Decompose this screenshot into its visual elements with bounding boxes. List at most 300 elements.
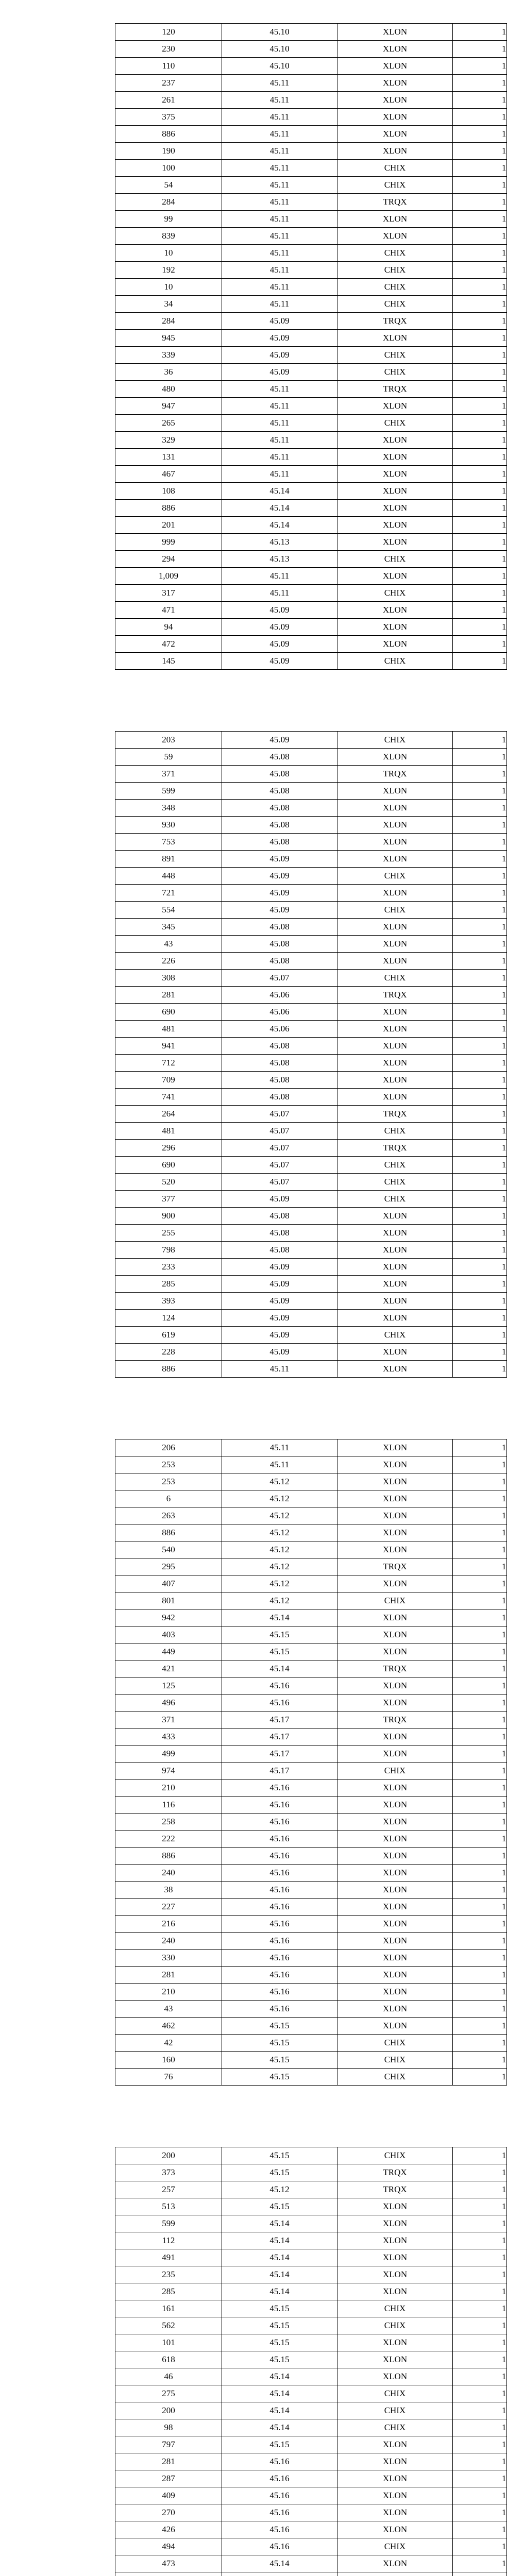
table-row — [115, 2368, 507, 2385]
volume-cell: 275 — [115, 2385, 222, 2402]
time-cell: 1 — [453, 1694, 507, 1711]
venue-cell: XLON — [337, 466, 453, 483]
table-row — [115, 449, 507, 466]
price-cell: 45.11 — [222, 194, 337, 211]
venue-cell: XLON — [337, 2198, 453, 2215]
venue-cell: CHIX — [337, 296, 453, 313]
table-row — [115, 262, 507, 279]
volume-cell: 942 — [115, 1609, 222, 1626]
table-row — [115, 2198, 507, 2215]
price-cell: 45.08 — [222, 1089, 337, 1106]
table-row — [115, 1609, 507, 1626]
trades-table — [115, 1439, 507, 2086]
venue-cell: TRQX — [337, 1660, 453, 1677]
time-cell: 1 — [453, 466, 507, 483]
table-row — [115, 1762, 507, 1780]
venue-cell: XLON — [337, 2368, 453, 2385]
volume-cell: 43 — [115, 936, 222, 953]
venue-cell: XLON — [337, 851, 453, 868]
time-cell: 1 — [453, 534, 507, 551]
table-row — [115, 1293, 507, 1310]
venue-cell: CHIX — [337, 2419, 453, 2436]
time-cell: 1 — [453, 2035, 507, 2052]
volume-cell: 562 — [115, 2317, 222, 2334]
venue-cell: XLON — [337, 1038, 453, 1055]
price-cell: 45.09 — [222, 1293, 337, 1310]
price-cell: 45.15 — [222, 2198, 337, 2215]
price-cell: 45.11 — [222, 143, 337, 160]
table-row — [115, 1123, 507, 1140]
venue-cell: XLON — [337, 602, 453, 619]
table-row — [115, 415, 507, 432]
price-cell: 45.14 — [222, 2283, 337, 2300]
venue-cell: CHIX — [337, 279, 453, 296]
price-cell: 45.11 — [222, 381, 337, 398]
table-row — [115, 1745, 507, 1762]
time-cell: 1 — [453, 262, 507, 279]
price-cell: 45.09 — [222, 1327, 337, 1344]
price-cell: 45.09 — [222, 1191, 337, 1208]
table-row — [115, 1004, 507, 1021]
venue-cell: TRQX — [337, 1711, 453, 1728]
trades-table-block-4 — [115, 2147, 506, 2576]
volume-cell: 253 — [115, 1456, 222, 1473]
price-cell: 45.07 — [222, 970, 337, 987]
price-cell: 45.14 — [222, 2232, 337, 2249]
table-row — [115, 2147, 507, 2164]
table-row — [115, 1933, 507, 1950]
price-cell: 45.09 — [222, 313, 337, 330]
time-cell: 1 — [453, 1643, 507, 1660]
volume-cell: 690 — [115, 1004, 222, 1021]
trades-table — [115, 23, 507, 670]
venue-cell: TRQX — [337, 2181, 453, 2198]
table-row — [115, 1157, 507, 1174]
price-cell: 45.12 — [222, 1541, 337, 1558]
time-cell: 1 — [453, 1106, 507, 1123]
price-cell: 45.11 — [222, 1361, 337, 1378]
time-cell: 1 — [453, 817, 507, 834]
volume-cell: 54 — [115, 177, 222, 194]
table-row — [115, 834, 507, 851]
price-cell: 45.13 — [222, 534, 337, 551]
price-cell: 45.15 — [222, 2035, 337, 2052]
time-cell: 1 — [453, 1439, 507, 1456]
volume-cell: 494 — [115, 2538, 222, 2555]
price-cell: 45.09 — [222, 1276, 337, 1293]
volume-cell: 373 — [115, 2164, 222, 2181]
trades-table-block-2 — [115, 731, 506, 1378]
price-cell: 45.11 — [222, 585, 337, 602]
table-row — [115, 398, 507, 415]
venue-cell: XLON — [337, 109, 453, 126]
venue-cell: XLON — [337, 449, 453, 466]
volume-cell: 257 — [115, 2181, 222, 2198]
table-row — [115, 2215, 507, 2232]
volume-cell: 94 — [115, 619, 222, 636]
venue-cell: CHIX — [337, 347, 453, 364]
time-cell: 1 — [453, 2453, 507, 2470]
venue-cell: CHIX — [337, 970, 453, 987]
volume-cell: 712 — [115, 1055, 222, 1072]
time-cell: 1 — [453, 2385, 507, 2402]
price-cell: 45.17 — [222, 1762, 337, 1780]
price-cell: 45.14 — [222, 2266, 337, 2283]
time-cell: 1 — [453, 2181, 507, 2198]
venue-cell: CHIX — [337, 1174, 453, 1191]
time-cell: 1 — [453, 766, 507, 783]
table-row — [115, 2470, 507, 2487]
volume-cell: 235 — [115, 2266, 222, 2283]
price-cell: 45.10 — [222, 41, 337, 58]
price-cell: 45.16 — [222, 1950, 337, 1967]
price-cell: 45.11 — [222, 398, 337, 415]
time-cell: 1 — [453, 2018, 507, 2035]
table-row — [115, 936, 507, 953]
time-cell: 1 — [453, 1490, 507, 1507]
venue-cell: XLON — [337, 2470, 453, 2487]
volume-cell: 237 — [115, 75, 222, 92]
volume-cell: 161 — [115, 2300, 222, 2317]
price-cell: 45.14 — [222, 2555, 337, 2572]
table-row — [115, 902, 507, 919]
venue-cell: XLON — [337, 1984, 453, 2001]
venue-cell: XLON — [337, 1541, 453, 1558]
volume-cell: 886 — [115, 500, 222, 517]
time-cell: 1 — [453, 851, 507, 868]
price-cell: 45.14 — [222, 1660, 337, 1677]
time-cell: 1 — [453, 1225, 507, 1242]
price-cell: 45.12 — [222, 2181, 337, 2198]
venue-cell: XLON — [337, 783, 453, 800]
venue-cell: CHIX — [337, 1592, 453, 1609]
table-row — [115, 2052, 507, 2069]
volume-cell: 481 — [115, 1021, 222, 1038]
time-cell: 1 — [453, 2470, 507, 2487]
table-row — [115, 568, 507, 585]
price-cell: 45.15 — [222, 2300, 337, 2317]
price-cell: 45.16 — [222, 1882, 337, 1899]
table-row — [115, 1361, 507, 1378]
price-cell: 45.14 — [222, 2402, 337, 2419]
table-row — [115, 2001, 507, 2018]
table-row — [115, 919, 507, 936]
price-cell: 45.08 — [222, 919, 337, 936]
time-cell: 1 — [453, 2164, 507, 2181]
venue-cell: XLON — [337, 1021, 453, 1038]
venue-cell: XLON — [337, 817, 453, 834]
table-row — [115, 636, 507, 653]
table-row — [115, 1473, 507, 1490]
time-cell: 1 — [453, 585, 507, 602]
venue-cell: XLON — [337, 568, 453, 585]
price-cell: 45.07 — [222, 1140, 337, 1157]
volume-cell: 330 — [115, 1950, 222, 1967]
venue-cell: XLON — [337, 1259, 453, 1276]
time-cell: 1 — [453, 41, 507, 58]
price-cell: 45.09 — [222, 364, 337, 381]
time-cell: 1 — [453, 1814, 507, 1831]
volume-cell: 433 — [115, 1728, 222, 1745]
volume-cell: 206 — [115, 1439, 222, 1456]
time-cell: 1 — [453, 1899, 507, 1916]
venue-cell: TRQX — [337, 313, 453, 330]
price-cell: 45.16 — [222, 1814, 337, 1831]
table-row — [115, 1089, 507, 1106]
price-cell: 45.11 — [222, 92, 337, 109]
table-row — [115, 466, 507, 483]
volume-cell: 891 — [115, 851, 222, 868]
venue-cell: XLON — [337, 1882, 453, 1899]
venue-cell: XLON — [337, 1242, 453, 1259]
trades-table — [115, 731, 507, 1378]
time-cell: 1 — [453, 1677, 507, 1694]
venue-cell: XLON — [337, 2334, 453, 2351]
time-cell: 1 — [453, 2249, 507, 2266]
table-row — [115, 1643, 507, 1660]
venue-cell: XLON — [337, 1626, 453, 1643]
price-cell: 45.11 — [222, 296, 337, 313]
venue-cell: XLON — [337, 1089, 453, 1106]
time-cell: 1 — [453, 160, 507, 177]
volume-cell: 472 — [115, 636, 222, 653]
table-row — [115, 2035, 507, 2052]
table-row — [115, 1814, 507, 1831]
time-cell: 1 — [453, 313, 507, 330]
volume-cell: 947 — [115, 398, 222, 415]
venue-cell: XLON — [337, 1473, 453, 1490]
time-cell: 1 — [453, 1473, 507, 1490]
price-cell: 45.15 — [222, 1643, 337, 1660]
time-cell: 1 — [453, 1711, 507, 1728]
time-cell: 1 — [453, 1950, 507, 1967]
volume-cell: 599 — [115, 783, 222, 800]
table-row — [115, 347, 507, 364]
venue-cell: XLON — [337, 1490, 453, 1507]
volume-cell: 160 — [115, 2052, 222, 2069]
price-cell: 45.09 — [222, 732, 337, 749]
venue-cell: CHIX — [337, 1123, 453, 1140]
volume-cell: 110 — [115, 58, 222, 75]
table-row — [115, 109, 507, 126]
price-cell: 45.16 — [222, 1797, 337, 1814]
volume-cell: 261 — [115, 92, 222, 109]
price-cell: 45.11 — [222, 466, 337, 483]
venue-cell: XLON — [337, 936, 453, 953]
price-cell: 45.16 — [222, 2001, 337, 2018]
volume-cell: 240 — [115, 1865, 222, 1882]
time-cell: 1 — [453, 1310, 507, 1327]
volume-cell: 753 — [115, 834, 222, 851]
price-cell: 45.08 — [222, 1208, 337, 1225]
volume-cell: 190 — [115, 143, 222, 160]
venue-cell: XLON — [337, 2351, 453, 2368]
time-cell: 1 — [453, 987, 507, 1004]
venue-cell: XLON — [337, 1694, 453, 1711]
price-cell: 45.11 — [222, 75, 337, 92]
venue-cell: XLON — [337, 534, 453, 551]
venue-cell: CHIX — [337, 2069, 453, 2086]
venue-cell: TRQX — [337, 766, 453, 783]
price-cell: 45.14 — [222, 517, 337, 534]
time-cell: 1 — [453, 1174, 507, 1191]
price-cell: 45.11 — [222, 432, 337, 449]
price-cell: 45.15 — [222, 2147, 337, 2164]
price-cell: 45.12 — [222, 1490, 337, 1507]
venue-cell: XLON — [337, 1643, 453, 1660]
price-cell: 45.14 — [222, 483, 337, 500]
time-cell: 1 — [453, 228, 507, 245]
volume-cell — [115, 2572, 222, 2576]
price-cell: 45.14 — [222, 2215, 337, 2232]
volume-cell: 200 — [115, 2402, 222, 2419]
time-cell: 1 — [453, 2351, 507, 2368]
time-cell: 1 — [453, 1541, 507, 1558]
price-cell: 45.09 — [222, 1310, 337, 1327]
time-cell: 1 — [453, 1848, 507, 1865]
price-cell: 45.11 — [222, 568, 337, 585]
venue-cell: XLON — [337, 1728, 453, 1745]
volume-cell: 295 — [115, 1558, 222, 1575]
price-cell: 45.12 — [222, 1524, 337, 1541]
venue-cell: XLON — [337, 41, 453, 58]
time-cell: 1 — [453, 653, 507, 670]
volume-cell: 38 — [115, 1882, 222, 1899]
volume-cell: 120 — [115, 24, 222, 41]
price-cell: 45.17 — [222, 1728, 337, 1745]
table-row — [115, 296, 507, 313]
price-cell: 45.09 — [222, 1259, 337, 1276]
price-cell: 45.16 — [222, 2453, 337, 2470]
venue-cell: XLON — [337, 1456, 453, 1473]
time-cell: 1 — [453, 1507, 507, 1524]
volume-cell: 348 — [115, 800, 222, 817]
venue-cell: CHIX — [337, 2317, 453, 2334]
venue-cell: CHIX — [337, 868, 453, 885]
price-cell: 45.16 — [222, 1899, 337, 1916]
volume-cell: 839 — [115, 228, 222, 245]
price-cell: 45.11 — [222, 1439, 337, 1456]
venue-cell: XLON — [337, 1916, 453, 1933]
volume-cell: 339 — [115, 347, 222, 364]
price-cell: 45.08 — [222, 1038, 337, 1055]
table-row — [115, 2018, 507, 2035]
volume-cell: 974 — [115, 1762, 222, 1780]
venue-cell: CHIX — [337, 2052, 453, 2069]
time-cell: 1 — [453, 902, 507, 919]
table-row — [115, 1174, 507, 1191]
venue-cell: CHIX — [337, 245, 453, 262]
venue-cell: CHIX — [337, 2300, 453, 2317]
volume-cell: 228 — [115, 1344, 222, 1361]
table-row — [115, 1225, 507, 1242]
time-cell: 1 — [453, 1259, 507, 1276]
venue-cell: XLON — [337, 1310, 453, 1327]
price-cell: 45.09 — [222, 868, 337, 885]
table-row — [115, 2402, 507, 2419]
venue-cell: XLON — [337, 2487, 453, 2504]
venue-cell: XLON — [337, 1967, 453, 1984]
volume-cell: 36 — [115, 364, 222, 381]
table-row — [115, 1984, 507, 2001]
time-cell: 1 — [453, 2504, 507, 2521]
volume-cell: 345 — [115, 919, 222, 936]
table-row — [115, 1916, 507, 1933]
volume-cell: 709 — [115, 1072, 222, 1089]
volume-cell: 599 — [115, 2215, 222, 2232]
price-cell: 45.11 — [222, 279, 337, 296]
venue-cell: XLON — [337, 800, 453, 817]
table-row — [115, 2300, 507, 2317]
time-cell: 1 — [453, 551, 507, 568]
venue-cell: XLON — [337, 1361, 453, 1378]
time-cell: 1 — [453, 381, 507, 398]
table-row — [115, 177, 507, 194]
volume-cell: 284 — [115, 194, 222, 211]
venue-cell: XLON — [337, 1439, 453, 1456]
table-row — [115, 313, 507, 330]
venue-cell: CHIX — [337, 653, 453, 670]
price-cell: 45.12 — [222, 1575, 337, 1592]
price-cell: 45.09 — [222, 1344, 337, 1361]
time-cell: 1 — [453, 2052, 507, 2069]
venue-cell: XLON — [337, 1933, 453, 1950]
price-cell: 45.06 — [222, 987, 337, 1004]
table-row — [115, 2351, 507, 2368]
venue-cell: XLON — [337, 1745, 453, 1762]
price-cell: 45.11 — [222, 262, 337, 279]
volume-cell: 264 — [115, 1106, 222, 1123]
venue-cell: CHIX — [337, 732, 453, 749]
price-cell: 45.16 — [222, 1865, 337, 1882]
price-cell: 45.16 — [222, 1694, 337, 1711]
table-row — [115, 2521, 507, 2538]
table-row — [115, 1728, 507, 1745]
price-cell: 45.11 — [222, 109, 337, 126]
volume-cell: 449 — [115, 1643, 222, 1660]
volume-cell: 473 — [115, 2555, 222, 2572]
venue-cell: XLON — [337, 1507, 453, 1524]
volume-cell: 930 — [115, 817, 222, 834]
price-cell: 45.13 — [222, 551, 337, 568]
volume-cell: 116 — [115, 1797, 222, 1814]
table-row — [115, 1780, 507, 1797]
price-cell: 45.08 — [222, 800, 337, 817]
venue-cell: XLON — [337, 749, 453, 766]
price-cell: 45.08 — [222, 834, 337, 851]
time-cell: 1 — [453, 1916, 507, 1933]
time-cell: 1 — [453, 92, 507, 109]
table-row — [115, 1242, 507, 1259]
venue-cell: XLON — [337, 1899, 453, 1916]
volume-cell: 690 — [115, 1157, 222, 1174]
venue-cell: CHIX — [337, 902, 453, 919]
time-cell: 1 — [453, 2402, 507, 2419]
volume-cell: 76 — [115, 2069, 222, 2086]
table-row — [115, 2419, 507, 2436]
time-cell: 1 — [453, 126, 507, 143]
venue-cell: XLON — [337, 1677, 453, 1694]
table-row — [115, 381, 507, 398]
price-cell: 45.15 — [222, 2436, 337, 2453]
volume-cell: 886 — [115, 126, 222, 143]
time-cell: 1 — [453, 1933, 507, 1950]
time-cell: 1 — [453, 602, 507, 619]
venue-cell: XLON — [337, 1344, 453, 1361]
price-cell: 45.11 — [222, 160, 337, 177]
venue-cell: TRQX — [337, 381, 453, 398]
venue-cell: XLON — [337, 1055, 453, 1072]
